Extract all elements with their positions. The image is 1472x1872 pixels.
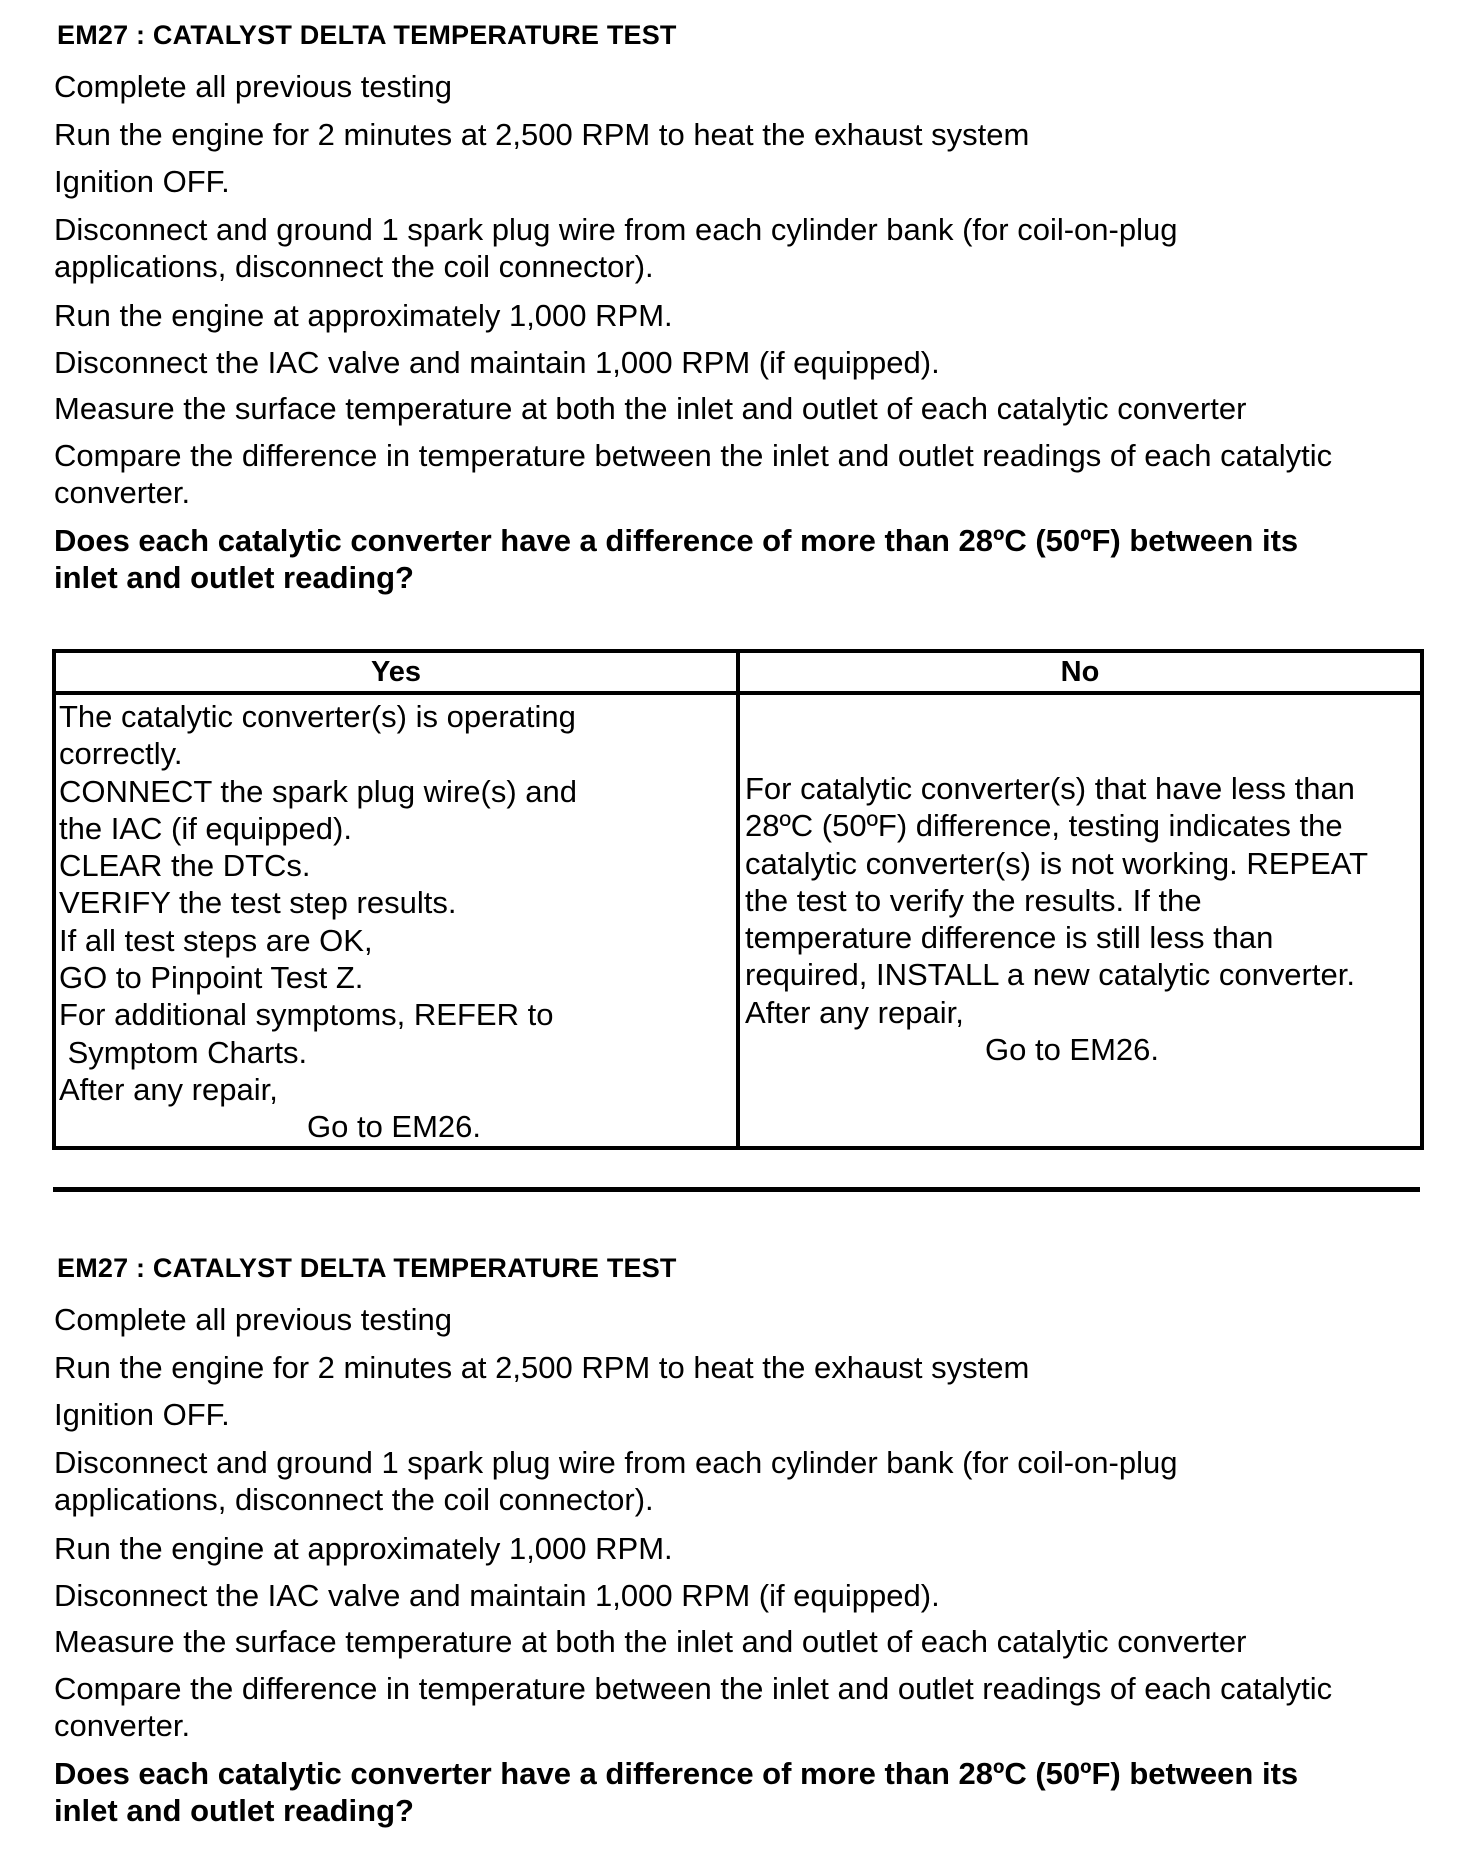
step-line: Disconnect and ground 1 spark plug wire from each cylinder bank (for coil-on-plug bbox=[54, 212, 1178, 247]
step-line: applications, disconnect the coil connector). bbox=[54, 249, 654, 284]
step-line: converter. bbox=[54, 475, 191, 510]
yes-line: If all test steps are OK, bbox=[59, 922, 373, 958]
yes-line: VERIFY the test step results. bbox=[59, 885, 457, 921]
no-column-header: No bbox=[738, 651, 1422, 693]
yes-line: After any repair, bbox=[59, 1071, 278, 1107]
step-line: converter. bbox=[54, 1708, 191, 1743]
step-line: Measure the surface temperature at both the inlet and outlet of each catalytic converter bbox=[54, 1624, 1247, 1659]
yes-line: GO to Pinpoint Test Z. bbox=[59, 960, 364, 996]
yes-line: the IAC (if equipped). bbox=[59, 810, 352, 846]
step-line: Run the engine for 2 minutes at 2,500 RPM to heat the exhaust system bbox=[54, 117, 1030, 152]
no-line: After any repair, bbox=[745, 994, 964, 1030]
yes-line: correctly. bbox=[59, 736, 183, 772]
question-line: Does each catalytic converter have a difference of more than 28ºC (50ºF) between its bbox=[54, 523, 1299, 558]
no-line: For catalytic converter(s) that have less than bbox=[745, 771, 1355, 806]
yes-line: CONNECT the spark plug wire(s) and bbox=[59, 773, 577, 809]
section-heading: EM27 : CATALYST DELTA TEMPERATURE TEST bbox=[57, 1253, 677, 1283]
section-divider bbox=[53, 1187, 1420, 1192]
result-table bbox=[52, 649, 1424, 1150]
no-line: temperature difference is still less than bbox=[745, 920, 1274, 956]
step-line: Compare the difference in temperature between the inlet and outlet readings of each catalytic bbox=[54, 438, 1333, 473]
yes-column-header: Yes bbox=[54, 651, 738, 693]
step-line: Run the engine at approximately 1,000 RPM. bbox=[54, 298, 673, 333]
step-line: Run the engine for 2 minutes at 2,500 RPM to heat the exhaust system bbox=[54, 1350, 1030, 1385]
question-line: inlet and outlet reading? bbox=[54, 560, 414, 595]
step-line: Measure the surface temperature at both the inlet and outlet of each catalytic converter bbox=[54, 391, 1247, 426]
step-line: Compare the difference in temperature between the inlet and outlet readings of each catalytic bbox=[54, 1671, 1333, 1706]
step-line: Disconnect the IAC valve and maintain 1,000 RPM (if equipped). bbox=[54, 345, 940, 380]
yes-line: For additional symptoms, REFER to bbox=[59, 997, 554, 1033]
question-line: inlet and outlet reading? bbox=[54, 1793, 414, 1828]
step-line: Ignition OFF. bbox=[54, 164, 230, 199]
no-cell bbox=[738, 693, 1422, 1148]
step-line: applications, disconnect the coil connector). bbox=[54, 1482, 654, 1517]
no-line: required, INSTALL a new catalytic converter. bbox=[745, 957, 1355, 993]
step-line: Complete all previous testing bbox=[54, 1302, 453, 1337]
step-line: Complete all previous testing bbox=[54, 69, 453, 104]
no-line: the test to verify the results. If the bbox=[745, 882, 1202, 918]
section-heading: EM27 : CATALYST DELTA TEMPERATURE TEST bbox=[57, 20, 677, 50]
question-line: Does each catalytic converter have a difference of more than 28ºC (50ºF) between its bbox=[54, 1756, 1299, 1791]
yes-goto-link: Go to EM26. bbox=[307, 1109, 482, 1145]
step-line: Disconnect the IAC valve and maintain 1,000 RPM (if equipped). bbox=[54, 1578, 940, 1613]
no-goto-link: Go to EM26. bbox=[985, 1032, 1160, 1068]
step-line: Run the engine at approximately 1,000 RPM. bbox=[54, 1531, 673, 1566]
step-line: Disconnect and ground 1 spark plug wire from each cylinder bank (for coil-on-plug bbox=[54, 1445, 1178, 1480]
no-line: catalytic converter(s) is not working. REPEAT bbox=[745, 845, 1369, 881]
yes-line: CLEAR the DTCs. bbox=[59, 848, 311, 884]
no-line: 28ºC (50ºF) difference, testing indicates the bbox=[745, 808, 1343, 844]
yes-line: Symptom Charts. bbox=[59, 1034, 308, 1070]
yes-cell bbox=[54, 693, 738, 1148]
step-line: Ignition OFF. bbox=[54, 1397, 230, 1432]
yes-line: The catalytic converter(s) is operating bbox=[59, 699, 576, 734]
